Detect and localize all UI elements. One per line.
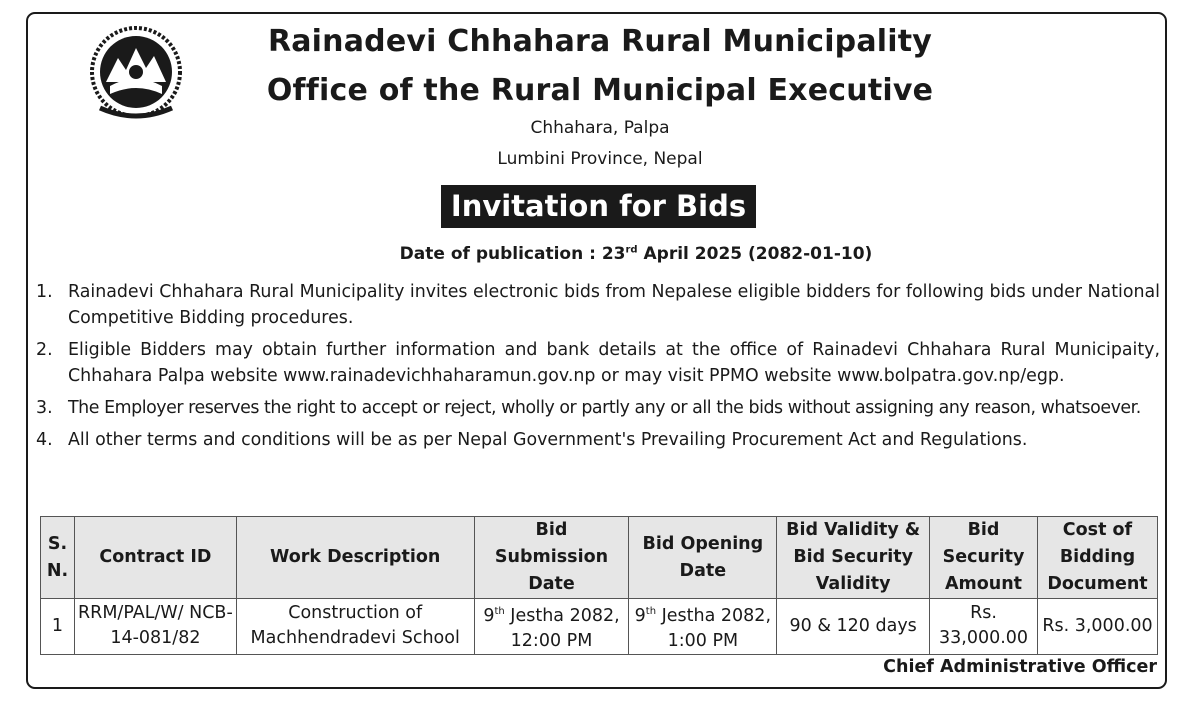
notice-point xyxy=(36,427,1160,453)
office-title: Office of the Rural Municipal Executive xyxy=(266,73,934,108)
cell-bid-validity: 90 & 120 days xyxy=(777,599,930,655)
signature-title: Chief Administrative Officer xyxy=(883,657,1157,677)
point-number: 1. xyxy=(36,282,53,302)
header-bid-submission-date: Bid Submission Date xyxy=(474,517,629,599)
address-line-2: Lumbini Province, Nepal xyxy=(497,149,703,169)
header-work-description: Work Description xyxy=(236,517,474,599)
header-bid-opening-date: Bid Opening Date xyxy=(629,517,777,599)
header-sn: S. N. xyxy=(41,517,75,599)
publication-date: Date of publication : 23rd April 2025 (2082-01-10) xyxy=(399,244,873,264)
notice-point xyxy=(36,279,1160,331)
cell-sn: 1 xyxy=(41,599,75,655)
municipality-title: Rainadevi Chhahara Rural Municipality xyxy=(267,24,933,59)
header-cost-of-bidding-document: Cost of Bidding Document xyxy=(1038,517,1158,599)
header-contract-id: Contract ID xyxy=(74,517,236,599)
notice-points xyxy=(36,279,1160,459)
table-row xyxy=(41,599,1158,655)
point-text: The Employer reserves the right to accept or reject, wholly or partly any or all the bids without assigning any reason, whatsoever. xyxy=(68,398,1141,418)
notice-point xyxy=(36,337,1160,389)
cell-cost-of-bidding-document: Rs. 3,000.00 xyxy=(1038,599,1158,655)
bids-table xyxy=(40,516,1158,655)
cell-bid-submission-date: 9th Jestha 2082, 12:00 PM xyxy=(474,599,629,655)
table-header-row xyxy=(41,517,1158,599)
point-number: 3. xyxy=(36,398,53,418)
header-bid-validity: Bid Validity & Bid Security Validity xyxy=(777,517,930,599)
address-line-1: Chhahara, Palpa xyxy=(530,118,670,138)
cell-work-description: Construction of Machhendradevi School xyxy=(236,599,474,655)
point-number: 2. xyxy=(36,340,53,360)
notice-heading: Invitation for Bids xyxy=(441,185,756,228)
point-text: Eligible Bidders may obtain further information and bank details at the office of Rainadevi Chhahara Rural Municipaity, Chhahara Palpa website www.rainadevichhaharamun.gov.np or may visit PPMO website www.bolpatra.gov.np/egp. xyxy=(68,340,1160,386)
point-number: 4. xyxy=(36,430,53,450)
point-text: All other terms and conditions will be as per Nepal Government's Prevailing Procurement Act and Regulations. xyxy=(68,430,1028,450)
cell-bid-security-amount: Rs. 33,000.00 xyxy=(930,599,1038,655)
header-bid-security-amount: Bid Security Amount xyxy=(930,517,1038,599)
cell-bid-opening-date: 9th Jestha 2082, 1:00 PM xyxy=(629,599,777,655)
cell-contract-id: RRM/PAL/W/ NCB-14-081/82 xyxy=(74,599,236,655)
notice-point xyxy=(36,395,1160,421)
point-text: Rainadevi Chhahara Rural Municipality invites electronic bids from Nepalese eligible bidders for following bids under National Competitive Bidding procedures. xyxy=(68,282,1160,328)
